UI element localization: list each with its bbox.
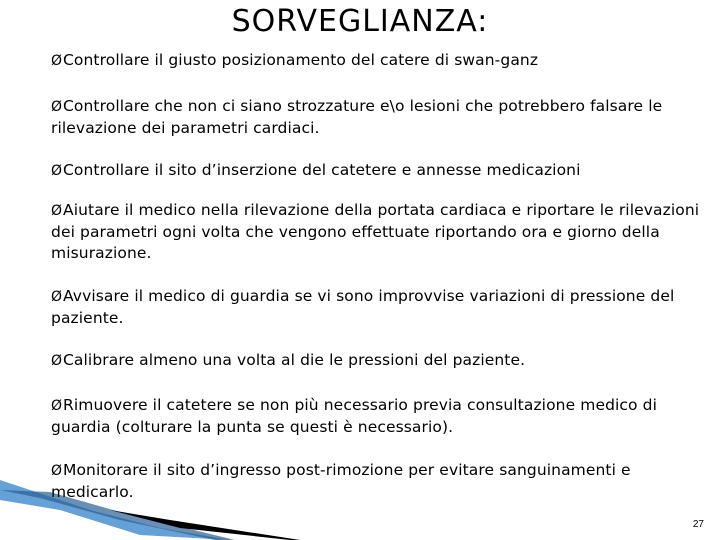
bullet-item (51, 350, 711, 372)
bullet-text: Aiutare il medico nella rilevazione della portata cardiaca e riportare le rilevazioni dei parametri ogni volta che vengono effettuate riportando ora e giorno della misurazione. (51, 201, 700, 262)
bullet-text: Controllare che non ci siano strozzature e\o lesioni che potrebbero falsare le rilevazione dei parametri cardiaci. (51, 97, 663, 137)
bullet-item (51, 160, 711, 182)
arrow-bullet-icon: Ø (51, 289, 63, 305)
arrow-bullet-icon: Ø (51, 463, 63, 479)
arrow-bullet-icon: Ø (51, 53, 63, 69)
bullet-item (51, 286, 711, 329)
bullet-item (51, 460, 711, 503)
arrow-bullet-icon: Ø (51, 398, 63, 414)
bullet-item (51, 200, 711, 264)
bullet-text: Controllare il sito d’inserzione del catetere e annesse medicazioni (63, 161, 581, 179)
bullet-item (51, 96, 711, 139)
slide-title: SORVEGLIANZA: (231, 4, 489, 39)
bullet-text: Calibrare almeno una volta al die le pressioni del paziente. (63, 351, 526, 369)
arrow-bullet-icon: Ø (51, 99, 63, 115)
bullet-item (51, 50, 711, 72)
bullet-text: Avvisare il medico di guardia se vi sono improvvise variazioni di pressione del paziente. (51, 287, 675, 327)
arrow-bullet-icon: Ø (51, 353, 63, 369)
bullet-text: Monitorare il sito d’ingresso post-rimozione per evitare sanguinamenti e medicarlo. (51, 461, 631, 501)
bullet-text: Controllare il giusto posizionamento del catere di swan-ganz (63, 51, 539, 69)
bullet-item (51, 395, 711, 438)
arrow-bullet-icon: Ø (51, 203, 63, 219)
bullet-text: Rimuovere il catetere se non più necessario previa consultazione medico di guardia (colturare la punta se questi è necessario). (51, 396, 658, 436)
arrow-bullet-icon: Ø (51, 163, 63, 179)
page-number: 27 (692, 519, 704, 530)
